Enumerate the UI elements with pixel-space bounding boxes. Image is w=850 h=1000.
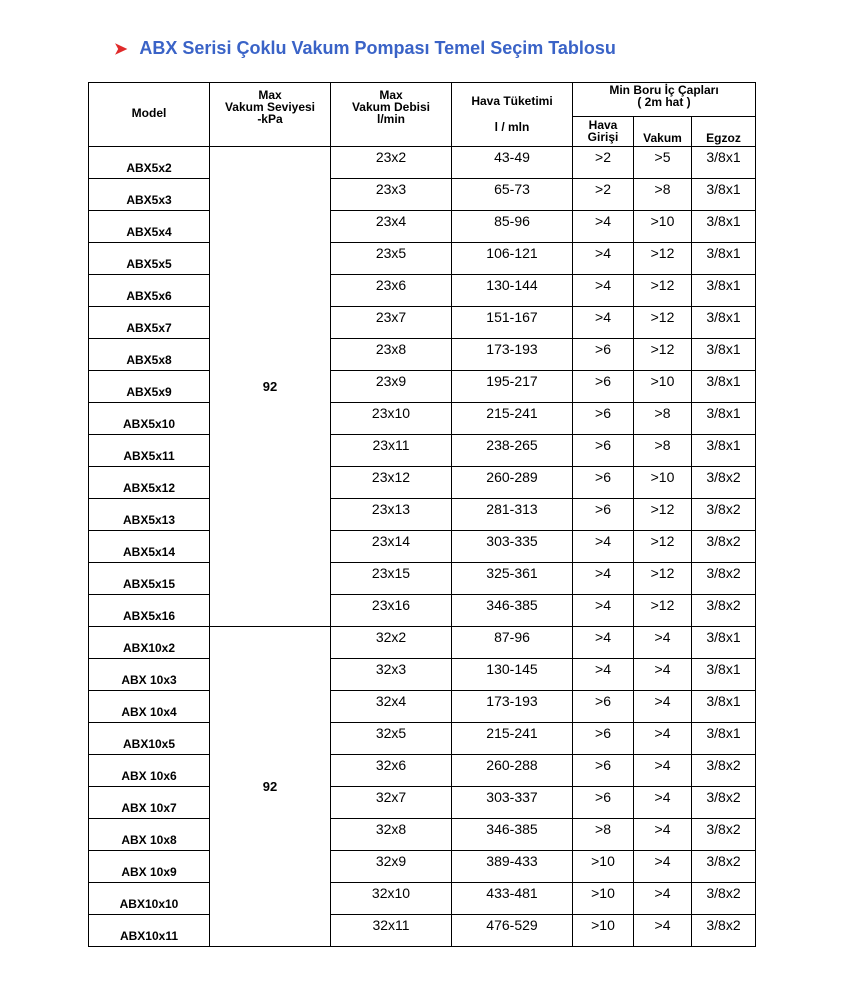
table-row	[89, 883, 756, 915]
air-inlet-cell: >6	[573, 691, 634, 723]
vacuum-flow-cell: 23x15	[331, 563, 452, 595]
table-row	[89, 467, 756, 499]
air-inlet-cell: >4	[573, 211, 634, 243]
vacuum-flow-cell: 32x11	[331, 915, 452, 947]
air-consumption-cell: 65-73	[452, 179, 573, 211]
table-row	[89, 147, 756, 179]
air-inlet-cell: >4	[573, 243, 634, 275]
exhaust-cell: 3/8x2	[692, 595, 756, 627]
table-row	[89, 275, 756, 307]
exhaust-cell: 3/8x1	[692, 307, 756, 339]
table-row	[89, 819, 756, 851]
air-consumption-cell: 215-241	[452, 723, 573, 755]
model-cell: ABX5x10	[89, 403, 210, 435]
air-consumption-cell: 325-361	[452, 563, 573, 595]
vacuum-cell: >8	[634, 435, 692, 467]
model-cell: ABX 10x7	[89, 787, 210, 819]
air-consumption-cell: 87-96	[452, 627, 573, 659]
table-row	[89, 755, 756, 787]
air-consumption-cell: 151-167	[452, 307, 573, 339]
header-model: Model	[89, 83, 210, 147]
header-vacuum: Vakum	[634, 117, 692, 147]
exhaust-cell: 3/8x2	[692, 563, 756, 595]
air-inlet-cell: >6	[573, 755, 634, 787]
table-row	[89, 371, 756, 403]
air-inlet-cell: >6	[573, 435, 634, 467]
air-consumption-cell: 476-529	[452, 915, 573, 947]
vacuum-cell: >10	[634, 211, 692, 243]
vacuum-flow-cell: 23x9	[331, 371, 452, 403]
table-row	[89, 595, 756, 627]
air-consumption-cell: 260-288	[452, 755, 573, 787]
table-row	[89, 787, 756, 819]
vacuum-flow-cell: 23x13	[331, 499, 452, 531]
air-inlet-cell: >4	[573, 275, 634, 307]
exhaust-cell: 3/8x1	[692, 723, 756, 755]
exhaust-cell: 3/8x1	[692, 691, 756, 723]
air-consumption-cell: 106-121	[452, 243, 573, 275]
table-row	[89, 723, 756, 755]
vacuum-cell: >4	[634, 627, 692, 659]
air-inlet-cell: >4	[573, 563, 634, 595]
air-consumption-cell: 173-193	[452, 691, 573, 723]
air-inlet-cell: >6	[573, 403, 634, 435]
exhaust-cell: 3/8x2	[692, 851, 756, 883]
air-consumption-cell: 303-337	[452, 787, 573, 819]
table-row	[89, 659, 756, 691]
air-inlet-cell: >4	[573, 595, 634, 627]
model-cell: ABX 10x9	[89, 851, 210, 883]
model-cell: ABX5x7	[89, 307, 210, 339]
selection-table	[88, 82, 756, 947]
table-row	[89, 339, 756, 371]
exhaust-cell: 3/8x2	[692, 467, 756, 499]
air-consumption-cell: 303-335	[452, 531, 573, 563]
model-cell: ABX5x11	[89, 435, 210, 467]
table-row	[89, 691, 756, 723]
arrow-bullet-icon: ➤	[114, 41, 128, 58]
header-vacuum-level: Max Vakum Seviyesi -kPa	[210, 83, 331, 147]
vacuum-cell: >4	[634, 755, 692, 787]
exhaust-cell: 3/8x2	[692, 499, 756, 531]
model-cell: ABX5x2	[89, 147, 210, 179]
vacuum-flow-cell: 32x10	[331, 883, 452, 915]
model-cell: ABX10x5	[89, 723, 210, 755]
vacuum-flow-cell: 32x9	[331, 851, 452, 883]
exhaust-cell: 3/8x2	[692, 755, 756, 787]
vacuum-cell: >8	[634, 179, 692, 211]
model-cell: ABX 10x4	[89, 691, 210, 723]
exhaust-cell: 3/8x2	[692, 915, 756, 947]
vacuum-flow-cell: 32x6	[331, 755, 452, 787]
vacuum-cell: >10	[634, 371, 692, 403]
air-inlet-cell: >4	[573, 531, 634, 563]
air-consumption-cell: 281-313	[452, 499, 573, 531]
model-cell: ABX5x4	[89, 211, 210, 243]
air-inlet-cell: >10	[573, 851, 634, 883]
exhaust-cell: 3/8x2	[692, 819, 756, 851]
exhaust-cell: 3/8x1	[692, 147, 756, 179]
vacuum-flow-cell: 23x5	[331, 243, 452, 275]
air-inlet-cell: >6	[573, 371, 634, 403]
air-inlet-cell: >2	[573, 147, 634, 179]
exhaust-cell: 3/8x2	[692, 531, 756, 563]
air-inlet-cell: >10	[573, 883, 634, 915]
vacuum-flow-cell: 23x12	[331, 467, 452, 499]
exhaust-cell: 3/8x1	[692, 179, 756, 211]
model-cell: ABX5x16	[89, 595, 210, 627]
model-cell: ABX5x9	[89, 371, 210, 403]
vacuum-cell: >12	[634, 275, 692, 307]
model-cell: ABX 10x8	[89, 819, 210, 851]
model-cell: ABX5x14	[89, 531, 210, 563]
vacuum-flow-cell: 23x2	[331, 147, 452, 179]
page-title	[114, 38, 616, 59]
table-row	[89, 179, 756, 211]
air-inlet-cell: >6	[573, 467, 634, 499]
model-cell: ABX10x2	[89, 627, 210, 659]
table-row	[89, 563, 756, 595]
air-consumption-cell: 195-217	[452, 371, 573, 403]
air-consumption-cell: 130-144	[452, 275, 573, 307]
air-consumption-cell: 43-49	[452, 147, 573, 179]
exhaust-cell: 3/8x2	[692, 787, 756, 819]
vacuum-cell: >4	[634, 659, 692, 691]
header-vacuum-flow: Max Vakum Debisi l/min	[331, 83, 452, 147]
vacuum-flow-cell: 32x2	[331, 627, 452, 659]
model-cell: ABX10x10	[89, 883, 210, 915]
vacuum-cell: >8	[634, 403, 692, 435]
vacuum-cell: >12	[634, 563, 692, 595]
vacuum-flow-cell: 32x3	[331, 659, 452, 691]
vacuum-cell: >12	[634, 243, 692, 275]
vacuum-cell: >4	[634, 723, 692, 755]
vacuum-cell: >4	[634, 819, 692, 851]
air-consumption-cell: 346-385	[452, 595, 573, 627]
vacuum-cell: >4	[634, 851, 692, 883]
table-row	[89, 627, 756, 659]
exhaust-cell: 3/8x1	[692, 403, 756, 435]
table-row	[89, 243, 756, 275]
exhaust-cell: 3/8x1	[692, 211, 756, 243]
table-row	[89, 435, 756, 467]
air-inlet-cell: >4	[573, 307, 634, 339]
vacuum-flow-cell: 32x5	[331, 723, 452, 755]
exhaust-cell: 3/8x1	[692, 659, 756, 691]
table-row	[89, 403, 756, 435]
model-cell: ABX5x12	[89, 467, 210, 499]
air-consumption-cell: 173-193	[452, 339, 573, 371]
exhaust-cell: 3/8x1	[692, 627, 756, 659]
air-inlet-cell: >4	[573, 627, 634, 659]
air-consumption-cell: 433-481	[452, 883, 573, 915]
vacuum-flow-cell: 23x8	[331, 339, 452, 371]
vacuum-flow-cell: 23x16	[331, 595, 452, 627]
vacuum-cell: >12	[634, 499, 692, 531]
model-cell: ABX5x13	[89, 499, 210, 531]
air-consumption-cell: 215-241	[452, 403, 573, 435]
vacuum-cell: >12	[634, 531, 692, 563]
vacuum-flow-cell: 23x11	[331, 435, 452, 467]
exhaust-cell: 3/8x1	[692, 275, 756, 307]
vacuum-cell: >12	[634, 595, 692, 627]
air-inlet-cell: >6	[573, 339, 634, 371]
exhaust-cell: 3/8x1	[692, 371, 756, 403]
header-exhaust: Egzoz	[692, 117, 756, 147]
table-row	[89, 851, 756, 883]
header-air-inlet: Hava Girişi	[573, 117, 634, 147]
vacuum-cell: >4	[634, 915, 692, 947]
vacuum-level-cell: 92	[210, 147, 331, 627]
model-cell: ABX5x5	[89, 243, 210, 275]
table-header	[89, 83, 756, 147]
title-text: ABX Serisi Çoklu Vakum Pompası Temel Seçim Tablosu	[139, 38, 616, 58]
model-cell: ABX5x3	[89, 179, 210, 211]
air-inlet-cell: >6	[573, 723, 634, 755]
vacuum-cell: >4	[634, 787, 692, 819]
table-row	[89, 211, 756, 243]
air-inlet-cell: >4	[573, 659, 634, 691]
vacuum-flow-cell: 23x14	[331, 531, 452, 563]
vacuum-cell: >4	[634, 691, 692, 723]
air-consumption-cell: 238-265	[452, 435, 573, 467]
table-body	[89, 147, 756, 947]
vacuum-cell: >12	[634, 339, 692, 371]
vacuum-flow-cell: 23x10	[331, 403, 452, 435]
exhaust-cell: 3/8x2	[692, 883, 756, 915]
exhaust-cell: 3/8x1	[692, 243, 756, 275]
vacuum-cell: >5	[634, 147, 692, 179]
air-inlet-cell: >6	[573, 787, 634, 819]
air-consumption-cell: 346-385	[452, 819, 573, 851]
vacuum-flow-cell: 23x4	[331, 211, 452, 243]
air-consumption-cell: 85-96	[452, 211, 573, 243]
air-inlet-cell: >6	[573, 499, 634, 531]
vacuum-flow-cell: 32x8	[331, 819, 452, 851]
table-row	[89, 915, 756, 947]
vacuum-cell: >4	[634, 883, 692, 915]
exhaust-cell: 3/8x1	[692, 435, 756, 467]
vacuum-flow-cell: 23x3	[331, 179, 452, 211]
air-consumption-cell: 389-433	[452, 851, 573, 883]
model-cell: ABX5x8	[89, 339, 210, 371]
air-inlet-cell: >10	[573, 915, 634, 947]
air-consumption-cell: 130-145	[452, 659, 573, 691]
air-consumption-cell: 260-289	[452, 467, 573, 499]
vacuum-flow-cell: 23x7	[331, 307, 452, 339]
air-inlet-cell: >2	[573, 179, 634, 211]
air-inlet-cell: >8	[573, 819, 634, 851]
vacuum-level-cell: 92	[210, 627, 331, 947]
header-min-pipe: Min Boru İç Çapları ( 2m hat )	[573, 83, 756, 117]
vacuum-cell: >10	[634, 467, 692, 499]
exhaust-cell: 3/8x1	[692, 339, 756, 371]
model-cell: ABX 10x6	[89, 755, 210, 787]
table-row	[89, 531, 756, 563]
vacuum-cell: >12	[634, 307, 692, 339]
table-row	[89, 499, 756, 531]
model-cell: ABX5x15	[89, 563, 210, 595]
model-cell: ABX 10x3	[89, 659, 210, 691]
table-row	[89, 307, 756, 339]
model-cell: ABX5x6	[89, 275, 210, 307]
vacuum-flow-cell: 23x6	[331, 275, 452, 307]
vacuum-flow-cell: 32x7	[331, 787, 452, 819]
vacuum-flow-cell: 32x4	[331, 691, 452, 723]
model-cell: ABX10x11	[89, 915, 210, 947]
header-air-consumption: Hava Tüketimi l / mln	[452, 83, 573, 147]
